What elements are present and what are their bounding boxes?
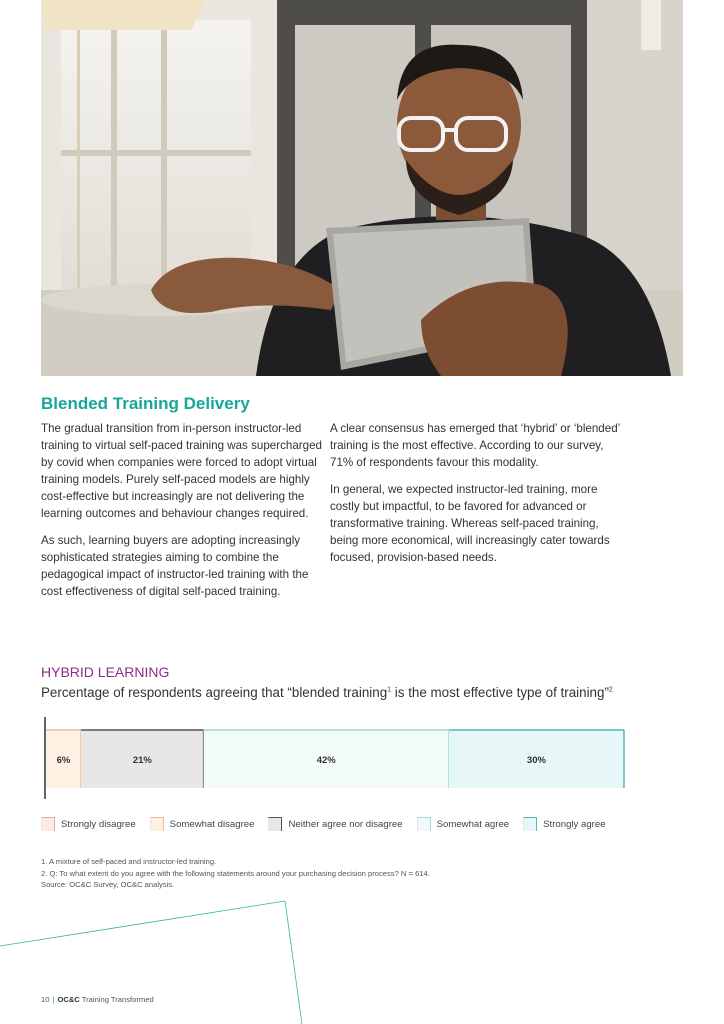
- chart-heading: HYBRID LEARNING: [41, 664, 170, 680]
- bar-segment-strongly-agree: [449, 730, 624, 788]
- chart-legend: [41, 817, 620, 831]
- legend-label: Strongly disagree: [61, 818, 136, 830]
- legend-item: [41, 817, 136, 831]
- legend-item: [268, 817, 402, 831]
- page-number: 10: [41, 995, 50, 1004]
- section-title: Blended Training Delivery: [41, 394, 250, 413]
- man-with-tablet-illustration: [41, 0, 683, 376]
- brand-name: OC&C: [57, 995, 80, 1004]
- body-paragraph: A clear consensus has emerged that ‘hybrid’ or ‘blended’ training is the most effective. According to our survey, 71% of respondents favour this modality.: [330, 422, 620, 469]
- data-label: 21%: [132, 755, 152, 766]
- legend-swatch: [41, 817, 55, 831]
- legend-item: [523, 817, 605, 831]
- body-left-column: [41, 420, 323, 610]
- legend-label: Somewhat agree: [436, 818, 510, 830]
- data-label: 6%: [56, 755, 71, 766]
- legend-label: Strongly agree: [543, 818, 606, 830]
- page-footer: [41, 995, 154, 1004]
- document-title: Training Transformed: [81, 995, 154, 1004]
- legend-swatch: [523, 817, 537, 831]
- legend-swatch: [417, 817, 431, 831]
- chart-subtitle: [41, 685, 613, 700]
- legend-label: Neither agree nor disagree: [288, 818, 403, 830]
- body-paragraph: In general, we expected instructor-led training, more costly but impactful, to be favored for advanced or transformative training. Whereas self-paced training, being more economical, will increasingly cater towards focused, provision-based needs.: [330, 483, 610, 564]
- legend-item: [417, 817, 510, 831]
- bar-segment-somewhat-disagree: [46, 730, 81, 788]
- footer-separator: |: [52, 995, 55, 1004]
- source-note: Source: OC&C Survey, OC&C analysis.: [41, 880, 175, 889]
- legend-swatch: [150, 817, 164, 831]
- stacked-bar-chart: [0, 715, 724, 805]
- footnote: 1. A mixture of self-paced and instructor-led training.: [41, 857, 217, 866]
- data-label: 42%: [316, 755, 336, 766]
- chart-subtitle-text: is the most effective type of training”: [391, 685, 609, 700]
- bar-segment-somewhat-agree: [204, 730, 449, 788]
- legend-swatch: [268, 817, 282, 831]
- body-paragraph: As such, learning buyers are adopting increasingly sophisticated strategies aiming to combine the pedagogical impact of instructor-led training with the cost effectiveness of digital self-paced training.: [41, 534, 309, 598]
- footnote-ref: 1: [387, 686, 392, 694]
- hero-photo: [41, 0, 683, 376]
- footnote-ref: 2: [608, 686, 613, 694]
- bar-segment-neither-agree-nor-disagree: [81, 730, 204, 788]
- decorative-lines: [0, 896, 310, 1024]
- legend-label: Somewhat disagree: [169, 818, 255, 830]
- footnotes: [41, 856, 430, 891]
- chart-subtitle-text: Percentage of respondents agreeing that “blended training: [41, 685, 388, 700]
- data-label: 30%: [526, 755, 546, 766]
- body-paragraph: The gradual transition from in-person instructor-led training to virtual self-paced training was supercharged by covid when companies were forced to adopt virtual training models. Purely self-paced models are highly cost-effective but increasingly are not delivering the learning outcomes and behaviour changes required.: [41, 422, 322, 520]
- body-right-column: [330, 420, 620, 576]
- legend-item: [150, 817, 255, 831]
- footnote: 2. Q: To what extent do you agree with the following statements around your purchasing decision process? N = 614.: [41, 868, 430, 878]
